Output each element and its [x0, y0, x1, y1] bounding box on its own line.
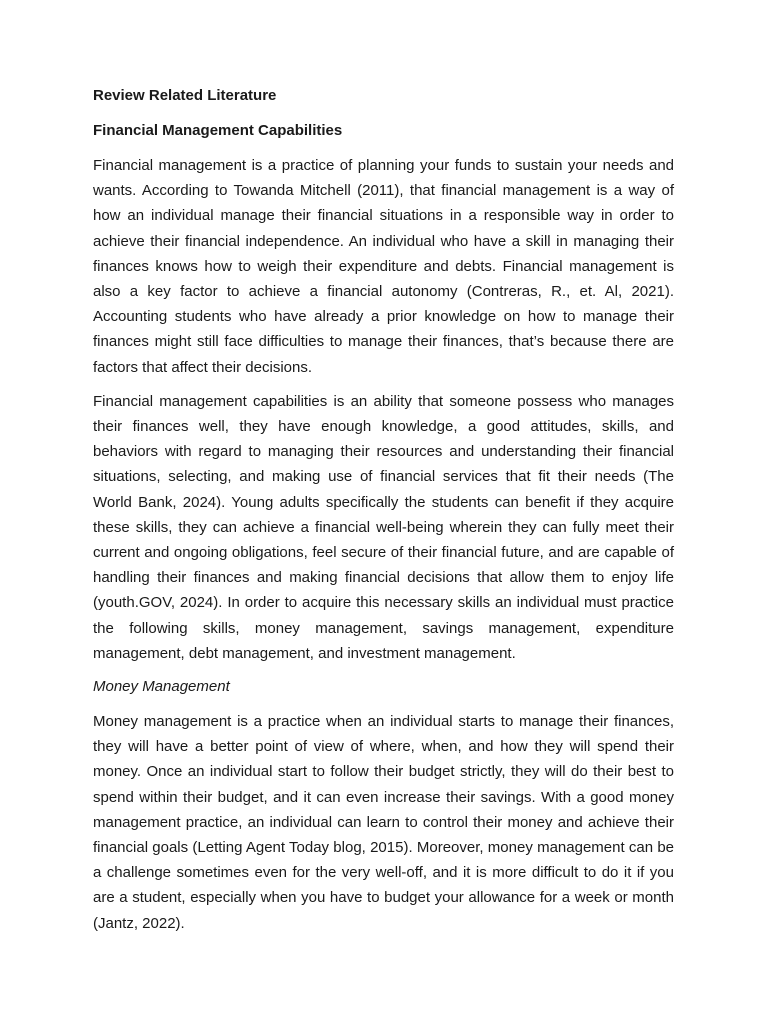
paragraph-money-management: Money management is a practice when an individual starts to manage their finances, they will have a better point of view of where, when, and how they will spend their money. Once an individual start to follow their budget strictly, they will do their best to spend within their budget, and it can even increase their savings. With a good money management practice, an individual can learn to control their money and achieve their financial goals (Letting Agent Today blog, 2015). Moreover, money management can be a challenge sometimes even for the very well-off, and it is more difficult to do it if you are a student, especially when you have to budget your allowance for a week or month (Jantz, 2022). — [93, 713, 674, 932]
paragraph-financial-management: Financial management is a practice of planning your funds to sustain your needs and wants. According to Towanda Mitchell (2011), that financial management is a way of how an individual manage their financial situations in a responsible way in order to achieve their financial independence. An individual who have a skill in managing their finances knows how to weigh their expenditure and debts. Financial management is also a key factor to achieve a financial autonomy (Contreras, R., et. Al, 2021). Accounting students who have already a prior knowledge on how to manage their finances might still face difficulties to manage their finances, that’s because there are factors that affect their decisions. — [93, 157, 674, 376]
document-page — [93, 84, 674, 945]
subsection-title: Financial Management Capabilities — [93, 122, 343, 139]
section-title: Review Related Literature — [93, 87, 277, 104]
money-management-heading: Money Management — [93, 678, 230, 696]
paragraph-financial-capabilities: Financial management capabilities is an ability that someone possess who manages their finances well, they have enough knowledge, a good attitudes, skills, and behaviors with regard to managing their resources and understanding their financial situations, selecting, and making use of financial services that fit their needs (The World Bank, 2024). Young adults specifically the students can benefit if they acquire these skills, they can achieve a financial well-being wherein they can fully meet their current and ongoing obligations, feel secure of their financial future, and are capable of handling their finances and making financial decisions that allow them to enjoy life (youth.GOV, 2024). In order to acquire this necessary skills an individual must practice the following skills, money management, savings management, expenditure management, debt management, and investment management. — [93, 392, 674, 662]
